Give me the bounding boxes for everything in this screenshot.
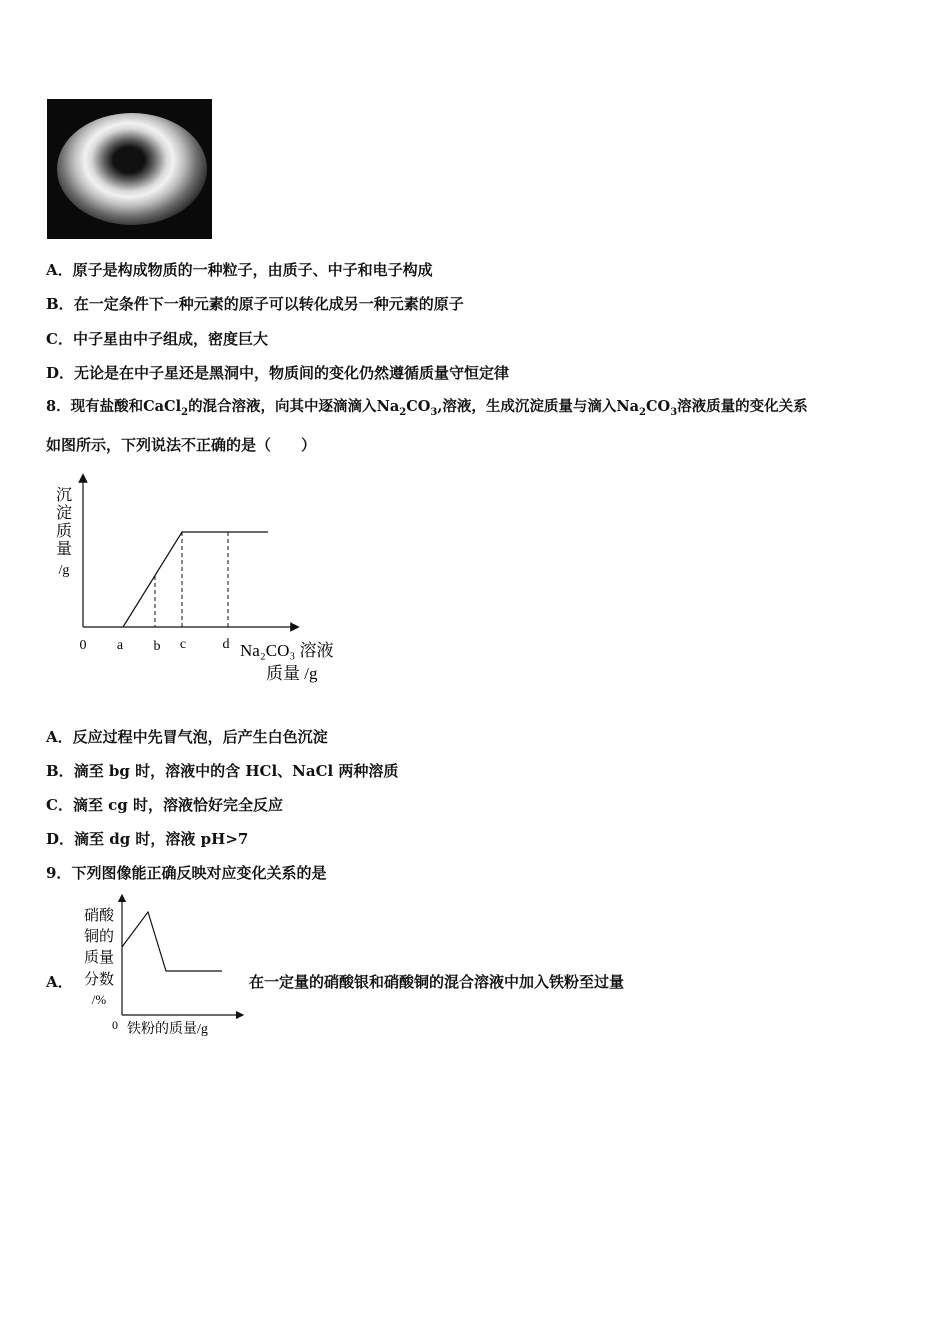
y-label-char: 淀 [55, 505, 73, 522]
stem-text: 的混合溶液，向其中逐滴滴入 [188, 398, 377, 415]
option-letter: D． [46, 364, 75, 382]
y-label-line: 硝酸 [83, 908, 115, 924]
question-number: 8． [46, 398, 71, 415]
option-letter: B． [46, 295, 74, 313]
q7-option-c [46, 329, 268, 349]
y-label-line: 质量 [83, 950, 115, 966]
stem-text: 溶液质量的变化关系 [677, 398, 808, 415]
subscript: 3 [430, 406, 438, 418]
q9-option-a-letter: A． [46, 973, 73, 991]
x-tick-a: a [116, 638, 124, 653]
x-tick-c: c [179, 637, 187, 652]
q7-option-a [46, 260, 433, 280]
formula-na2co3: CO [646, 398, 671, 415]
q8-stem-line1 [46, 397, 808, 423]
x-tick-b: b [153, 639, 161, 654]
q8-option-a [46, 727, 328, 747]
option-text: 原子是构成物质的一种粒子，由质子、中子和电子构成 [72, 261, 433, 279]
q9-stem [46, 863, 326, 883]
origin-label: 0 [112, 1018, 118, 1032]
q9-option-a-chart [75, 893, 250, 1043]
q8-option-b [46, 761, 398, 781]
formula-cacl2: CaCl [143, 398, 182, 415]
y-label-line: 铜的 [83, 929, 115, 945]
x-label-line2: 质量 /g [266, 664, 318, 683]
q7-option-b [46, 294, 464, 314]
y-label-unit: /g [58, 563, 70, 578]
question-number: 9． [46, 864, 72, 882]
option-text: 反应过程中先冒气泡，后产生白色沉淀 [72, 728, 328, 746]
x-label-line1: Na₂CO₃ 溶液 [240, 641, 334, 660]
x-label: 铁粉的质量/g [127, 1022, 208, 1037]
option-text: 滴至 dg 时，溶液 pH>7 [74, 830, 249, 848]
subscript: 2 [639, 406, 647, 418]
glowing-ring [57, 113, 207, 225]
y-label-line: 分数 [83, 972, 115, 988]
formula-na2co3: CO [406, 398, 431, 415]
cu-nitrate-line [122, 912, 222, 971]
y-label-unit: /% [91, 992, 107, 1007]
y-label-char: 量 [55, 541, 73, 558]
x-tick-0: 0 [79, 638, 87, 653]
option-letter: A． [46, 728, 73, 746]
option-text: 在一定条件下一种元素的原子可以转化成另一种元素的原子 [73, 295, 464, 313]
subscript: 2 [181, 406, 189, 418]
y-label-char: 质 [55, 523, 73, 540]
subscript: 3 [670, 406, 678, 418]
option-text: 滴至 bg 时，溶液中的含 HCl、NaCl 两种溶质 [73, 762, 399, 780]
formula-na2co3: Na [616, 398, 640, 415]
q8-option-c [46, 795, 283, 815]
q8-option-d [46, 829, 248, 849]
x-tick-d: d [222, 637, 230, 652]
q9-option-a-text: 在一定量的硝酸银和硝酸铜的混合溶液中加入铁粉至过量 [249, 973, 625, 991]
option-letter: A． [46, 261, 73, 279]
stem-text: 现有盐酸和 [70, 398, 144, 415]
subscript: 2 [399, 406, 407, 418]
option-text: 无论是在中子星还是黑洞中，物质间的变化仍然遵循质量守恒定律 [74, 364, 510, 382]
stem-text: 下列图像能正确反映对应变化关系的是 [71, 864, 327, 882]
formula-na2co3: Na [376, 398, 400, 415]
precipitate-line [123, 532, 268, 627]
stem-text: ,溶液，生成沉淀质量与滴入 [437, 398, 617, 415]
option-letter: D． [46, 830, 75, 848]
y-label-char: 沉 [55, 487, 73, 504]
option-text: 滴至 cg 时，溶液恰好完全反应 [72, 796, 284, 814]
option-text: 中子星由中子组成，密度巨大 [72, 330, 268, 348]
black-hole-image [47, 99, 212, 239]
q8-stem-line2: 如图所示，下列说法不正确的是（ ） [46, 436, 317, 454]
option-letter: C． [46, 796, 73, 814]
option-letter: B． [46, 762, 74, 780]
option-letter: C． [46, 330, 73, 348]
q8-precipitate-chart [40, 470, 370, 695]
q7-option-d [46, 363, 509, 383]
